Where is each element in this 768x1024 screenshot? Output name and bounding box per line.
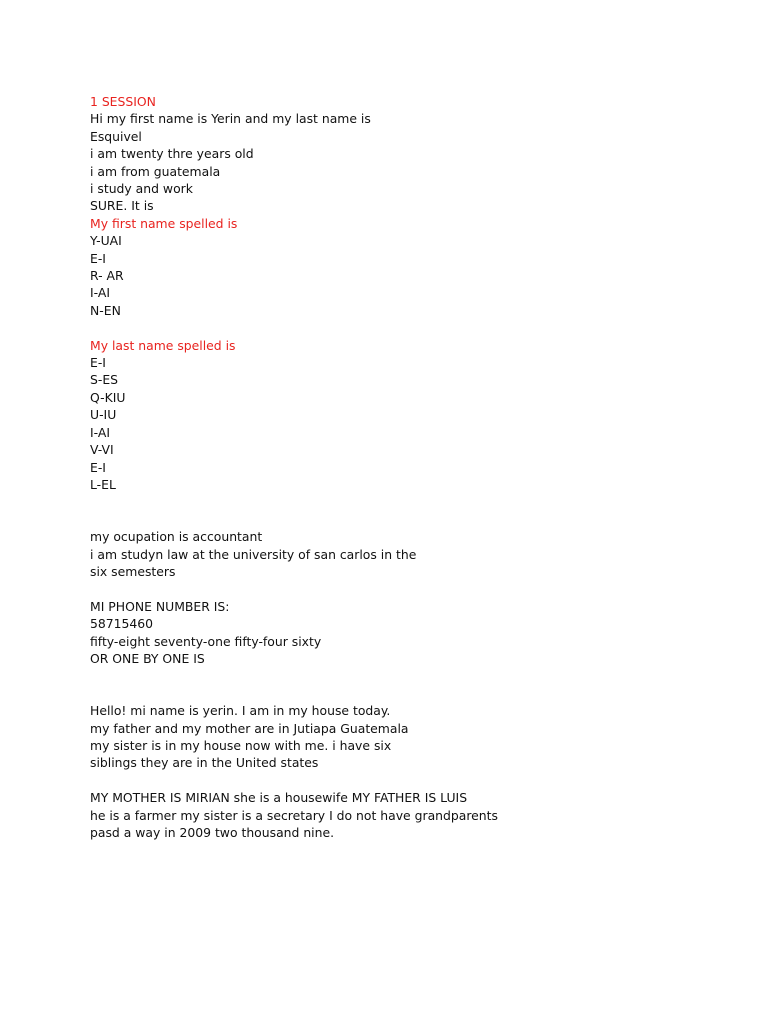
spacer [90, 319, 690, 336]
last-name-letter: L-EL [90, 476, 116, 492]
first-name-letter: I-AI [90, 285, 110, 301]
intro-line: SURE. It is [90, 198, 154, 214]
intro-line: Esquivel [90, 128, 142, 144]
document-body [90, 93, 690, 841]
session-heading: 1 SESSION [90, 94, 156, 109]
last-name-letter: U-IU [90, 407, 117, 423]
family-line: my father and my mother are in Jutiapa Guatemala [90, 720, 409, 736]
first-name-letter: Y-UAI [90, 233, 122, 249]
phone-line: MI PHONE NUMBER IS: [90, 598, 230, 614]
intro-line: i study and work [90, 181, 193, 197]
phone-line: 58715460 [90, 616, 154, 632]
last-name-letter: V-VI [90, 442, 114, 458]
occupation-line: six semesters [90, 563, 176, 579]
family-line: Hello! mi name is yerin. I am in my house today. [90, 703, 391, 719]
last-name-letter: Q-KIU [90, 389, 126, 405]
parents-line: he is a farmer my sister is a secretary I do not have grandparents [90, 807, 498, 823]
phone-line: OR ONE BY ONE IS [90, 650, 205, 666]
spacer [90, 772, 690, 789]
intro-line: Hi my first name is Yerin and my last name is [90, 111, 371, 127]
intro-line: i am twenty thre years old [90, 146, 254, 162]
parents-line: MY MOTHER IS MIRIAN she is a housewife MY FATHER IS LUIS [90, 790, 468, 806]
occupation-line: i am studyn law at the university of san carlos in the [90, 546, 417, 562]
first-name-letter: N-EN [90, 302, 121, 318]
intro-line: i am from guatemala [90, 163, 221, 179]
last-name-letter: S-ES [90, 372, 119, 388]
first-name-heading: My first name spelled is [90, 215, 238, 231]
spacer [90, 580, 690, 597]
first-name-letter: R- AR [90, 268, 124, 284]
last-name-letter: E-I [90, 459, 106, 475]
last-name-letter: E-I [90, 355, 106, 371]
first-name-letter: E-I [90, 250, 106, 266]
occupation-line: my ocupation is accountant [90, 529, 263, 545]
phone-line: fifty-eight seventy-one fifty-four sixty [90, 633, 322, 649]
spacer [90, 667, 690, 702]
last-name-heading: My last name spelled is [90, 337, 236, 353]
last-name-letter: I-AI [90, 424, 110, 440]
parents-line: pasd a way in 2009 two thousand nine. [90, 824, 335, 840]
family-line: my sister is in my house now with me. i have six [90, 737, 392, 753]
spacer [90, 493, 690, 528]
family-line: siblings they are in the United states [90, 755, 319, 771]
